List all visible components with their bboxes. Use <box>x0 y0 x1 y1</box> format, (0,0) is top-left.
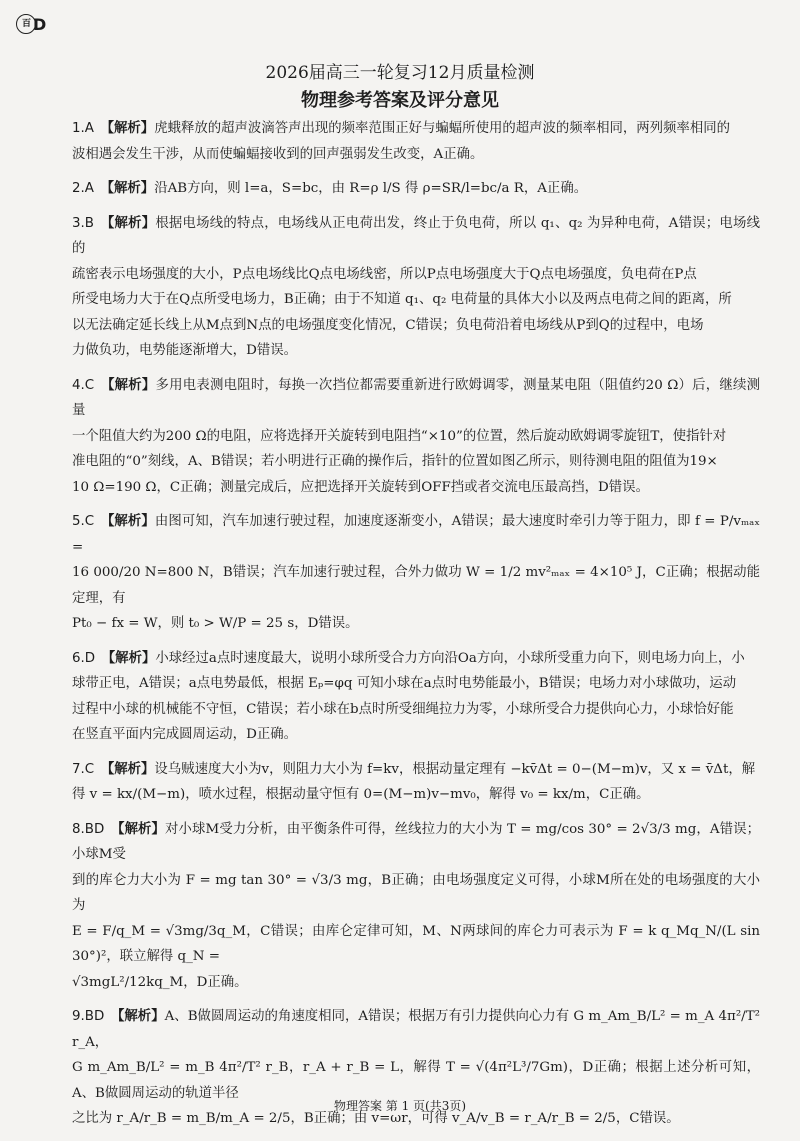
question-number: 9.BD <box>72 1009 105 1024</box>
answer-item <box>72 817 760 996</box>
answer-line <box>72 449 760 475</box>
answer-text: 到的库仑力大小为 F = mg tan 30° = √3/3 mg，B正确；由电场强度定义可得，小球M所在处的电场强度的大小为 <box>72 872 760 913</box>
answer-line <box>72 313 760 339</box>
answer-item <box>72 211 760 364</box>
answer-line <box>72 475 760 501</box>
answer-item <box>72 176 760 202</box>
answer-text: 一个阻值大约为200 Ω的电阻，应将选择开关旋转到电阻挡“×10”的位置，然后旋动欧姆调零旋钮T，使指针对 <box>72 428 727 444</box>
answer-text: 在竖直平面内完成圆周运动，D正确。 <box>72 727 297 742</box>
answer-item <box>72 646 760 748</box>
answer-line <box>72 338 760 364</box>
answer-line <box>72 817 760 868</box>
answer-list <box>72 116 760 1141</box>
answer-line <box>72 1004 760 1055</box>
analysis-tag: 【解析】 <box>100 514 155 529</box>
answer-line <box>72 142 760 168</box>
answer-text: 沿AB方向，则 l=a，S=bc，由 R=ρ l/S 得 ρ=SR/l=bc/a R，A正确。 <box>154 181 588 196</box>
answer-line <box>72 287 760 313</box>
answer-line <box>72 424 760 450</box>
answer-text: G m_Am_B/L² = m_B 4π²/T² r_B，r_A + r_B = L，解得 T = √(4π²L³/7Gm)，D正确；根据上述分析可知，A、B做圆周运动的轨道半径 <box>72 1060 760 1101</box>
logo-circle: 百 <box>16 14 36 34</box>
answer-text: √3mgL²/12kq_M，D正确。 <box>72 974 248 990</box>
logo <box>16 14 45 34</box>
answer-line <box>72 211 760 262</box>
answer-text: Pt₀ − fx = W，则 t₀ > W/P = 25 s，D错误。 <box>72 616 359 631</box>
question-number: 1.A <box>72 121 94 136</box>
answer-text: 对小球M受力分析，由平衡条件可得，丝线拉力的大小为 T = mg/cos 30° = 2√3/3 mg，A错误；小球M受 <box>72 821 760 862</box>
answer-line <box>72 919 760 970</box>
answer-text: 根据电场线的特点，电场线从正电荷出发，终止于负电荷，所以 q₁、q₂ 为异种电荷，A错误；电场线的 <box>72 215 761 256</box>
answer-text: A、B做圆周运动的角速度相同，A错误；根据万有引力提供向心力有 G m_Am_B/L² = m_A 4π²/T² r_A， <box>72 1009 760 1050</box>
answer-item <box>72 509 760 637</box>
question-number: 8.BD <box>72 821 105 837</box>
answer-line <box>72 697 760 723</box>
answer-text: E = F/q_M = √3mg/3q_M，C错误；由库仑定律可知，M、N两球间的库仑力可表示为 F = k q_Mq_N/(L sin 30°)²，联立解得 q_N = <box>72 923 760 964</box>
answer-line <box>72 176 760 202</box>
answer-line <box>72 722 760 748</box>
answer-text: 球带正电，A错误；a点电势最低，根据 Eₚ=φq 可知小球在a点时电势能最小，B错误；电场力对小球做功，运动 <box>72 676 737 691</box>
answer-text: 16 000/20 N=800 N，B错误；汽车加速行驶过程，合外力做功 W = 1/2 mv²ₘₐₓ = 4×10⁵ J，C正确；根据动能定理，有 <box>72 565 760 606</box>
analysis-tag: 【解析】 <box>100 761 155 777</box>
answer-text: 波相遇会发生干涉，从而使蝙蝠接收到的回声强弱发生改变，A正确。 <box>72 146 484 162</box>
answer-text: 多用电表测电阻时，每换一次挡位都需要重新进行欧姆调零，测量某电阻（阻值约20 Ω）后，继续测量 <box>72 377 760 418</box>
page-title: 2026届高三一轮复习12月质量检测 <box>265 63 535 83</box>
answer-item <box>72 116 760 167</box>
analysis-tag: 【解析】 <box>110 1009 165 1024</box>
answer-line <box>72 782 760 808</box>
analysis-tag: 【解析】 <box>100 181 155 196</box>
question-number: 3.B <box>72 215 94 231</box>
analysis-tag: 【解析】 <box>110 821 166 837</box>
answer-text: 之比为 r_A/r_B = m_B/m_A = 2/5，B正确；由 v=ωr，可得 v_A/v_B = r_A/r_B = 2/5，C错误。 <box>72 1111 680 1126</box>
question-number: 4.C <box>72 377 95 393</box>
answer-text: 虎蛾释放的超声波滴答声出现的频率范围正好与蝙蝠所使用的超声波的频率相同，两列频率相同的 <box>154 121 730 136</box>
answer-text: 所受电场力大于在Q点所受电场力，B正确；由于不知道 q₁、q₂ 电荷量的具体大小以及两点电荷之间的距离，所 <box>72 292 732 307</box>
answer-line <box>72 611 760 637</box>
answer-item <box>72 757 760 808</box>
answer-text: 设乌贼速度大小为v，则阻力大小为 f=kv，根据动量定理有 −kv̄Δt = 0−(M−m)v，又 x = v̄Δt，解 <box>154 761 756 777</box>
answer-text: 小球经过a点时速度最大，说明小球所受合力方向沿Oa方向，小球所受重力向下，则电场力向上，小 <box>155 650 745 666</box>
answer-line <box>72 262 760 288</box>
answer-text: 以无法确定延长线上从M点到N点的电场强度变化情况，C错误；负电荷沿着电场线从P到Q的过程中，电场 <box>72 317 704 333</box>
page-footer: 物理答案 第 1 页(共3页) <box>333 1099 467 1113</box>
analysis-tag: 【解析】 <box>101 650 156 666</box>
answer-text: 得 v = kx/(M−m)，喷水过程，根据动量守恒有 0=(M−m)v−mv₀，解得 v₀ = kx/m，C正确。 <box>72 787 650 802</box>
answer-item <box>72 373 760 501</box>
question-number: 2.A <box>72 181 94 196</box>
answer-text: 疏密表示电场强度的大小，P点电场线比Q点电场线密，所以P点电场强度大于Q点电场强度，负电荷在P点 <box>72 266 697 282</box>
answer-text: 过程中小球的机械能不守恒，C错误；若小球在b点时所受细绳拉力为零，小球所受合力提供向心力，小球恰好能 <box>72 701 734 717</box>
answer-line <box>72 560 760 611</box>
answer-line <box>72 509 760 560</box>
answer-line <box>72 116 760 142</box>
answer-text: 由图可知，汽车加速行驶过程，加速度逐渐变小，A错误；最大速度时牵引力等于阻力，即 f = P/vₘₐₓ = <box>72 514 760 555</box>
answer-line <box>72 671 760 697</box>
answer-line <box>72 970 760 996</box>
answer-text: 10 Ω=190 Ω，C正确；测量完成后，应把选择开关旋转到OFF挡或者交流电压最高挡，D错误。 <box>72 479 649 495</box>
analysis-tag: 【解析】 <box>100 121 155 136</box>
analysis-tag: 【解析】 <box>100 215 156 231</box>
page-subtitle: 物理参考答案及评分意见 <box>301 90 499 111</box>
question-number: 5.C <box>72 514 95 529</box>
answer-text: 准电阻的“0”刻线，A、B错误；若小明进行正确的操作后，指针的位置如图乙所示，则待测电阻的阻值为19× <box>72 454 718 469</box>
question-number: 7.C <box>72 761 95 777</box>
question-number: 6.D <box>72 650 96 666</box>
answer-line <box>72 646 760 672</box>
answer-text: 力做负功，电势能逐渐增大，D错误。 <box>72 343 297 358</box>
analysis-tag: 【解析】 <box>100 377 156 393</box>
logo-letter: D <box>33 14 46 34</box>
answer-line <box>72 868 760 919</box>
answer-line <box>72 373 760 424</box>
answer-line <box>72 757 760 783</box>
